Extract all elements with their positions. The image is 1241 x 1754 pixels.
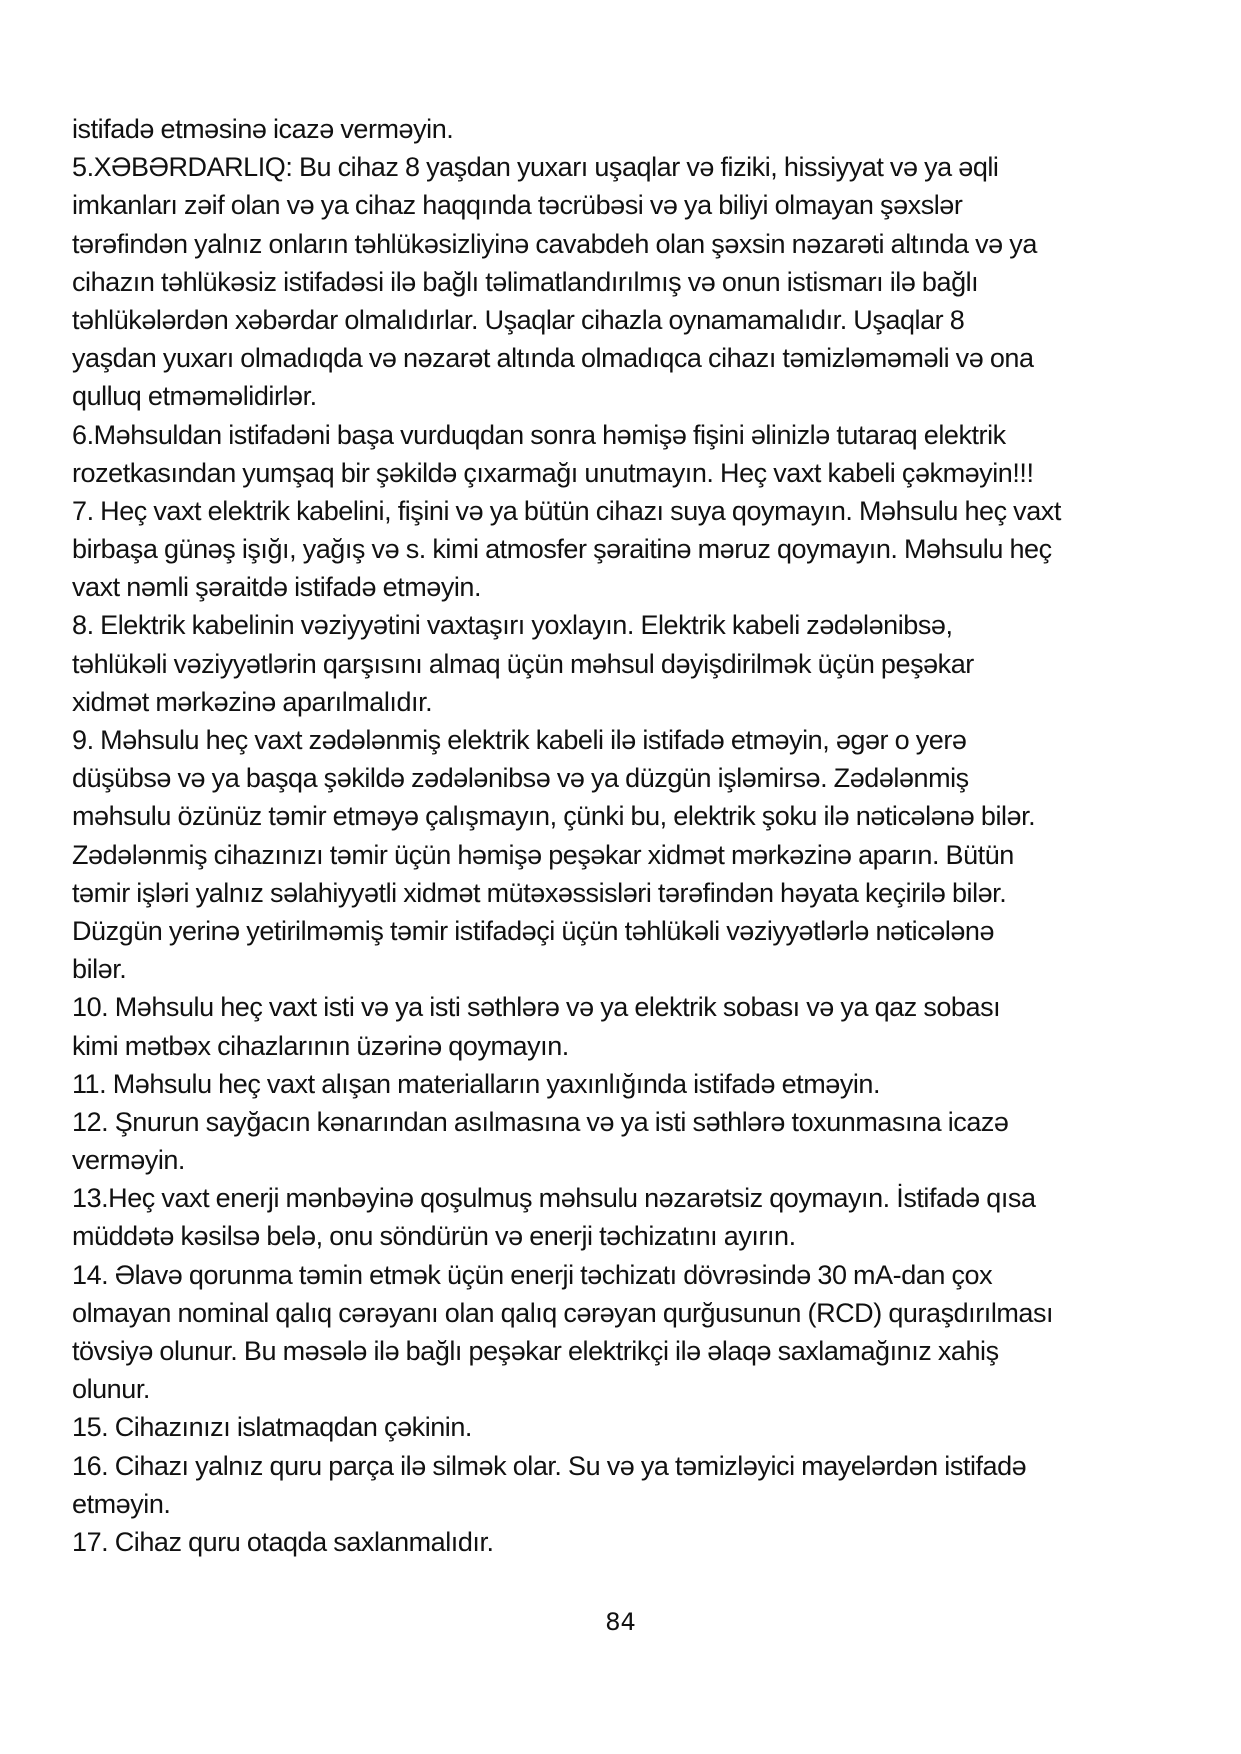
text-line: 7. Heç vaxt elektrik kabelini, fişini və ya bütün cihazı suya qoymayın. Məhsulu heç vaxt [72, 495, 1061, 526]
text-line: 6.Məhsuldan istifadəni başa vurduqdan sonra həmişə fişini əlinizlə tutaraq elektrik [72, 419, 1006, 450]
text-line: kimi mətbəx cihazlarının üzərinə qoymayın. [72, 1030, 569, 1061]
text-line: birbaşa günəş işığı, yağış və s. kimi atmosfer şəraitinə məruz qoymayın. Məhsulu heç [72, 534, 1052, 565]
text-line: bilər. [72, 954, 127, 985]
text-line: olmayan nominal qalıq cərəyanı olan qalıq cərəyan qurğusunun (RCD) quraşdırılması [72, 1297, 1054, 1328]
text-line: etməyin. [72, 1488, 171, 1519]
text-line: düşübsə və ya başqa şəkildə zədələnibsə və ya düzgün işləmirsə. Zədələnmiş [72, 763, 969, 794]
text-line: 15. Cihazınızı islatmaqdan çəkinin. [72, 1412, 472, 1443]
text-line: 16. Cihazı yalnız quru parça ilə silmək olar. Su və ya təmizləyici mayelərdən istifadə [72, 1450, 1027, 1481]
text-line: təhlükələrdən xəbərdar olmalıdırlar. Uşaqlar cihazla oynamamalıdır. Uşaqlar 8 [72, 304, 965, 335]
text-line: imkanları zəif olan və ya cihaz haqqında təcrübəsi və ya biliyi olmayan şəxslər [72, 190, 963, 221]
page-number: 84 [605, 1608, 636, 1636]
text-line: 11. Məhsulu heç vaxt alışan materialların yaxınlığında istifadə etməyin. [72, 1068, 881, 1099]
text-line: rozetkasından yumşaq bir şəkildə çıxarmağı unutmayın. Heç vaxt kabeli çəkməyin!!! [72, 457, 1034, 488]
text-line: 8. Elektrik kabelinin vəziyyətini vaxtaşırı yoxlayın. Elektrik kabeli zədələnibsə, [72, 610, 953, 641]
text-line: müddətə kəsilsə belə, onu söndürün və enerji təchizatını ayırın. [72, 1221, 796, 1252]
text-line: yaşdan yuxarı olmadıqda və nəzarət altında olmadıqca cihazı təmizləməməli və ona [72, 343, 1034, 374]
text-line: vaxt nəmli şəraitdə istifadə etməyin. [72, 572, 482, 603]
text-line: 5.XƏBƏRDARLIQ: Bu cihaz 8 yaşdan yuxarı uşaqlar və fiziki, hissiyyat və ya əqli [72, 152, 999, 183]
text-line: 10. Məhsulu heç vaxt isti və ya isti səthlərə və ya elektrik sobası və ya qaz sobası [72, 992, 1001, 1023]
text-line: 17. Cihaz quru otaqda saxlanmalıdır. [72, 1526, 494, 1557]
text-line: qulluq etməməlidirlər. [72, 381, 317, 412]
document-body [72, 110, 1172, 1561]
text-line: təmir işləri yalnız səlahiyyətli xidmət mütəxəssisləri tərəfindən həyata keçirilə bilər. [72, 877, 1007, 908]
text-line: tərəfindən yalnız onların təhlükəsizliyinə cavabdeh olan şəxsin nəzarəti altında və ya [72, 228, 1037, 259]
text-line: 12. Şnurun sayğacın kənarından asılmasına və ya isti səthlərə toxunmasına icazə [72, 1106, 1009, 1137]
text-line: məhsulu özünüz təmir etməyə çalışmayın, çünki bu, elektrik şoku ilə nəticələnə bilər. [72, 801, 1036, 832]
text-line: 14. Əlavə qorunma təmin etmək üçün enerji təchizatı dövrəsində 30 mA-dan çox [72, 1259, 993, 1290]
text-line: xidmət mərkəzinə aparılmalıdır. [72, 686, 433, 717]
text-line: olunur. [72, 1374, 150, 1405]
text-line: istifadə etməsinə icazə verməyin. [72, 114, 454, 144]
text-line: tövsiyə olunur. Bu məsələ ilə bağlı peşəkar elektrikçi ilə əlaqə saxlamağınız xahiş [72, 1336, 999, 1366]
text-line: verməyin. [72, 1145, 185, 1176]
text-line: 13.Heç vaxt enerji mənbəyinə qoşulmuş məhsulu nəzarətsiz qoymayın. İstifadə qısa [72, 1183, 1036, 1214]
text-line: Zədələnmiş cihazınızı təmir üçün həmişə peşəkar xidmət mərkəzinə aparın. Bütün [72, 839, 1014, 870]
text-line: Düzgün yerinə yetirilməmiş təmir istifadəçi üçün təhlükəli vəziyyətlərlə nəticələnə [72, 915, 995, 946]
text-line: 9. Məhsulu heç vaxt zədələnmiş elektrik kabeli ilə istifadə etməyin, əgər o yerə [72, 725, 967, 755]
text-line: təhlükəli vəziyyətlərin qarşısını almaq üçün məhsul dəyişdirilmək üçün peşəkar [72, 648, 974, 679]
text-line: cihazın təhlükəsiz istifadəsi ilə bağlı təlimatlandırılmış və onun istismarı ilə bağlı [72, 266, 979, 297]
